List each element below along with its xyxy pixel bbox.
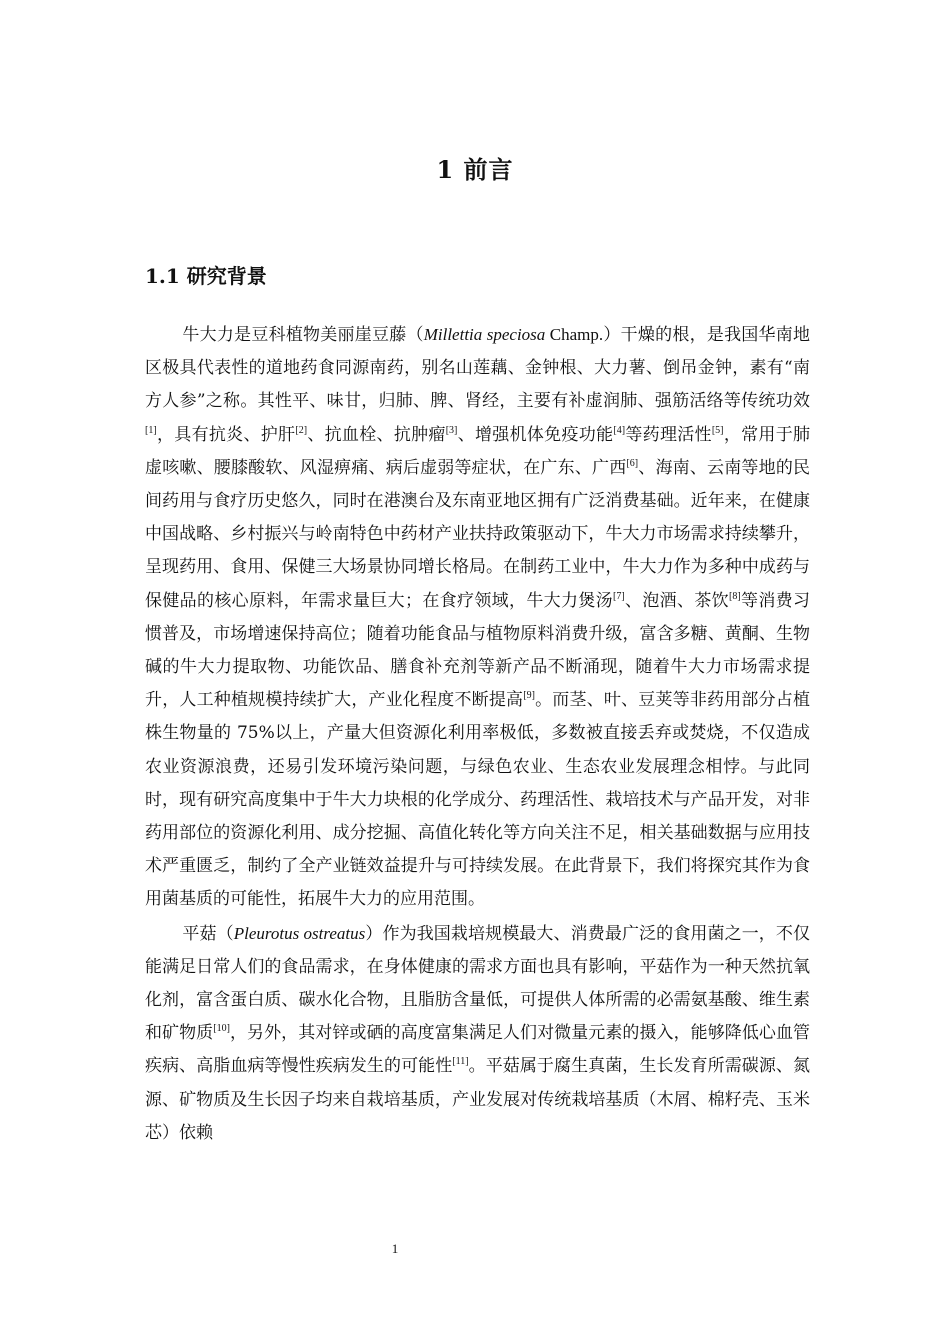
text-run: ，具有抗炎、护肝 [156, 424, 296, 445]
text-run: 。平菇属于腐生真菌，生长发育所需碳源、氮源、矿物质及生长因子均来自栽培基质，产业发展对传统栽培基质（木屑、棉籽壳、玉米芯）依赖 [145, 1056, 811, 1143]
text-run: 等药理活性 [625, 424, 712, 445]
latin-name: Pleurotus ostreatus [233, 923, 366, 943]
body-text [145, 318, 810, 1150]
text-run: ）作为我国栽培规模最大、消费最广泛的食用菌之一，不仅能满足日常人们的食品需求，在身体健康的需求方面也具有影响，平菇作为一种天然抗氧化剂，富含蛋白质、碳水化合物，且脂肪含量低，可提供人体所需的必需氨基酸、维生素和矿物质 [145, 923, 811, 1044]
text-run: Champ. [545, 325, 604, 344]
citation: [10] [213, 1023, 230, 1035]
chapter-title: 1 前言 [436, 155, 514, 184]
paragraph-2 [145, 917, 810, 1150]
citation: [9] [523, 690, 535, 702]
citation: [7] [613, 590, 625, 602]
paragraph-1 [145, 318, 810, 917]
text-run: ，另外，其对锌或硒的高度富集满足人们对微量元素的摄入，能够降低心血管疾病、高脂血病等慢性疾病发生的可能性 [145, 1023, 811, 1077]
citation: [6] [626, 457, 639, 469]
citation: [11] [452, 1056, 469, 1068]
text-run: 、增强机体免疫功能 [457, 424, 614, 445]
citation: [2] [295, 424, 308, 436]
text-run: 平菇（ [182, 923, 234, 944]
text-run: 、海南、云南等地的民间药用与食疗历史悠久，同时在港澳台及东南亚地区拥有广泛消费基础。近年来，在健康中国战略、乡村振兴与岭南特色中药材产业扶持政策驱动下，牛大力市场需求持续攀升，呈现药用、食用、保健三大场景协同增长格局。在制药工业中，牛大力作为多种中成药与保健品的核心原料，年需求量巨大；在食疗领域，牛大力煲汤 [145, 457, 811, 611]
text-run: 。而茎、叶、豆荚等非药用部分占植株生物量的 75%以上，产量大但资源化利用率极低，多数被直接丢弃或焚烧，不仅造成农业资源浪费，还易引发环境污染问题，与绿色农业、生态农业发展理念相悖。与此同时，现有研究高度集中于牛大力块根的化学成分、药理活性、栽培技术与产品开发，对非药用部位的资源化利用、成分挖掘、高值化转化等方向关注不足，相关基础数据与应用技术严重匮乏，制约了全产业链效益提升与可持续发展。在此背景下，我们将探究其作为食用菌基质的可能性，拓展牛大力的应用范围。 [145, 690, 811, 910]
text-run: ，常用于肺虚咳嗽、腰膝酸软、风湿痹痛、病后虚弱等症状，在广东、广西 [145, 424, 811, 478]
citation: [5] [711, 424, 724, 436]
text-run: 、泡酒、茶饮 [624, 590, 730, 611]
latin-name: Millettia speciosa [423, 325, 546, 344]
citation: [8] [729, 590, 741, 602]
citation: [3] [445, 424, 458, 436]
citation: [1] [145, 424, 157, 436]
citation: [4] [613, 424, 626, 436]
text-run: ）干燥的根，是我国华南地区极具代表性的道地药食同源南药，别名山莲藕、金钟根、大力薯、倒吊金钟，素有“南方人参”之称。其性平、味甘，归肺、脾、肾经，主要有补虚润肺、强筋活络等传统功效 [145, 325, 811, 412]
page-number: 1 [391, 1241, 399, 1256]
section-title: 1.1 研究背景 [145, 264, 267, 288]
text-run: 牛大力是豆科植物美丽崖豆藤（ [182, 325, 424, 345]
text-run: 、抗血栓、抗肿瘤 [307, 424, 446, 445]
text-run: 等消费习惯普及，市场增速保持高位；随着功能食品与植物原料消费升级，富含多糖、黄酮、生物碱的牛大力提取物、功能饮品、膳食补充剂等新产品不断涌现，随着牛大力市场需求提升，人工种植规模持续扩大，产业化程度不断提高 [145, 590, 811, 711]
